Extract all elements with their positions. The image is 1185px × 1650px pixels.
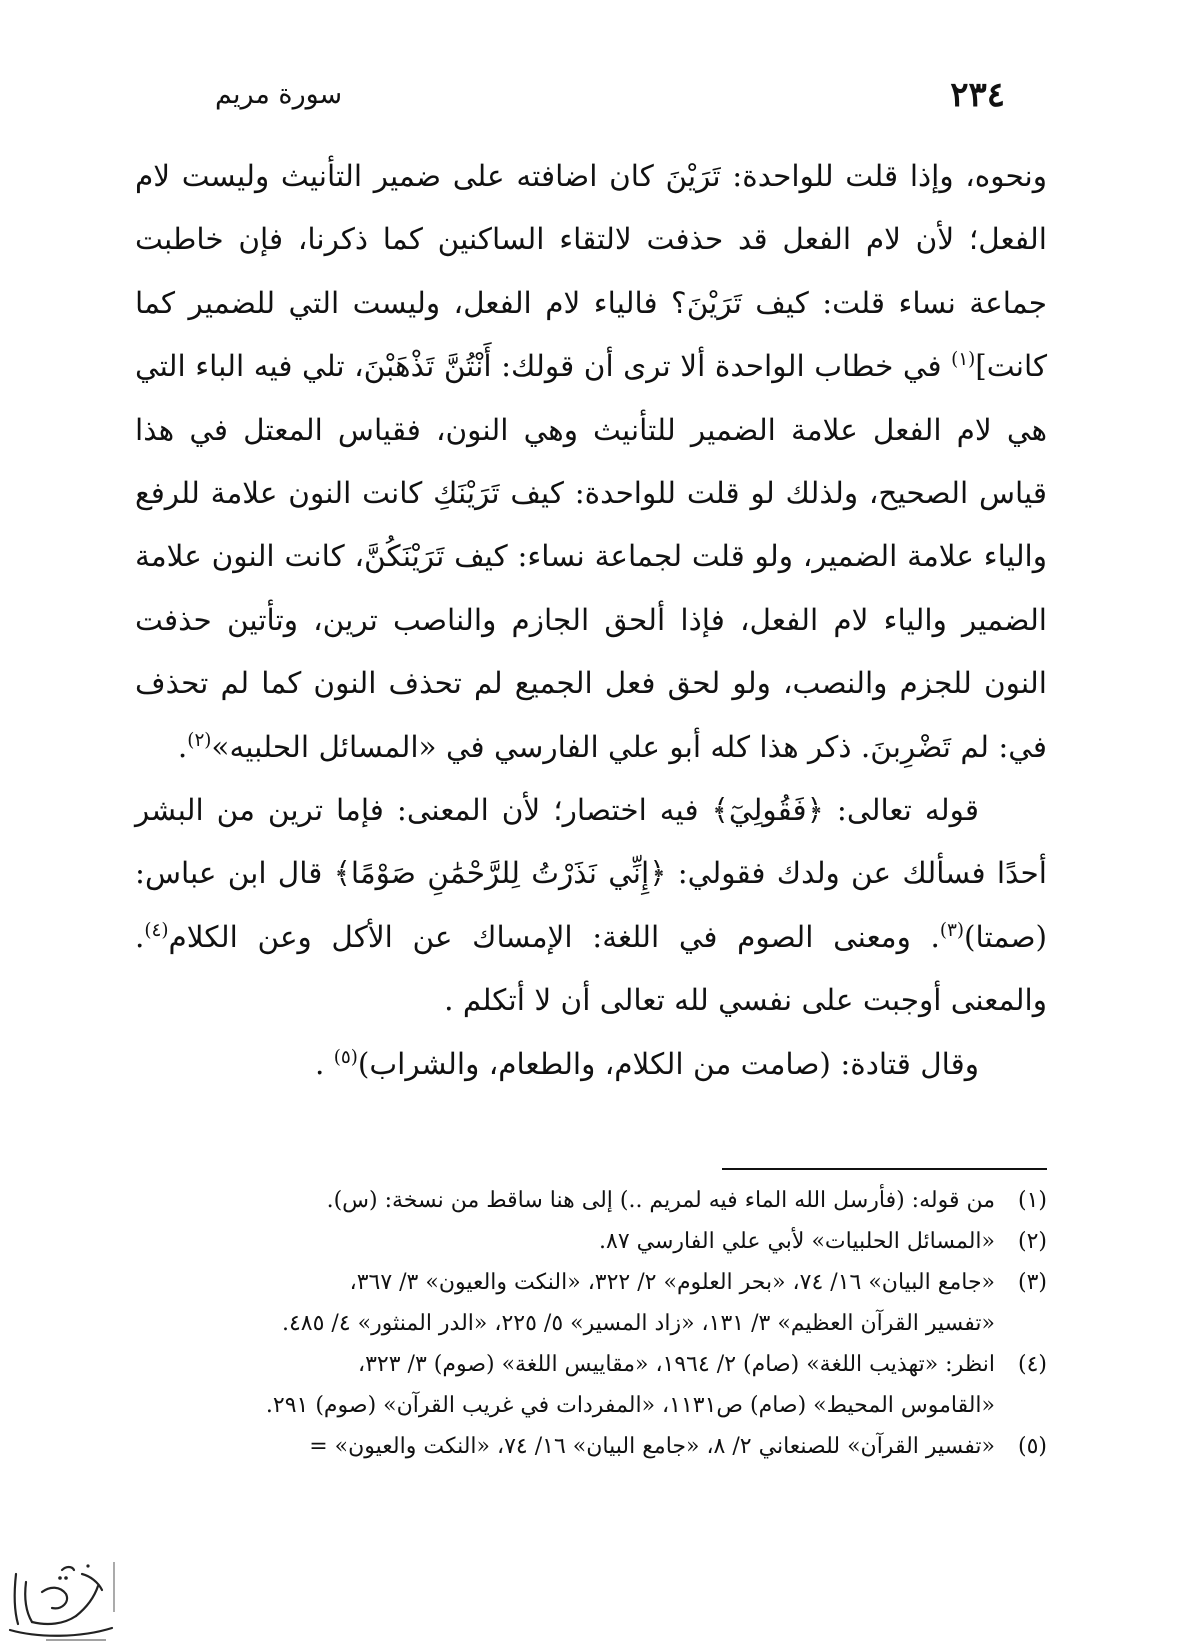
main-text	[135, 145, 1047, 1096]
footnote-number: (٤)	[1017, 1352, 1047, 1377]
footnote-3	[135, 1262, 1047, 1344]
footnote-ref-3[interactable]: (٣)	[939, 920, 964, 942]
paragraph-1: ونحوه، وإذا قلت للواحدة: تَرَيْنَ كان اضافته على ضمير التأنيث وليست لام الفعل؛ لأن لام الفعل قد حذفت لالتقاء الساكنين كما ذكرنا، فإن خاطبت جماعة نساء قلت: كيف تَرَيْنَ؟ فالياء لام الفعل، وليست التي للضمير كما كانت]$^{(١)}$ في خطاب الواحدة ألا ترى أن قولك: أَنْتُنَّ تَذْهَبْنَ، تلي فيه الباء التي هي لام الفعل علامة الضمير للتأنيث وهي النون، فقياس المعتل في هذا قياس الصحيح، ولذلك لو قلت للواحدة: كيف تَرَيْنَكِ كانت النون علامة للرفع والياء علامة الضمير، ولو قلت لجماعة نساء: كيف تَرَيْنَكُنَّ، كانت النون علامة الضمير والياء لام الفعل، فإذا ألحق الجازم والناصب ترين، وتأتين حذفت النون للجزم والنصب، ولو لحق فعل الجميع لم تحذف النون كما لم تحذف في: لم تَضْرِبنَ. ذكر هذا كله أبو علي الفارسي في «المسائل الحلبيه»$^{(٢)}$.	[135, 159, 1047, 764]
footnote-separator	[722, 1168, 1047, 1170]
footnote-number: (٣)	[1017, 1270, 1047, 1295]
page-header	[165, 70, 1005, 120]
paragraph-3: وقال قتادة: (صامت من الكلام، والطعام، والشراب)$^{(٥)}$ .	[314, 1046, 979, 1081]
footnotes	[135, 1180, 1047, 1467]
footnote-ref-2[interactable]: (٢)	[187, 729, 212, 751]
footnote-5	[135, 1426, 1047, 1467]
running-title: سورة مريم	[215, 79, 343, 110]
footnote-text: من قوله: (فأرسل الله الماء فيه لمريم ..) إلى هنا ساقط من نسخة: (س).	[326, 1188, 995, 1213]
page-number: ٢٣٤	[950, 75, 1005, 115]
footnote-text: انظر: «تهذيب اللغة» (صام) ٢/ ١٩٦٤، «مقاييس اللغة» (صوم) ٣/ ٣٢٣، «القاموس المحيط» (صام) ص١١٣١، «المفردات في غريب القرآن» (صوم) ٢٩١.	[265, 1352, 995, 1418]
footnote-number: (١)	[1017, 1188, 1047, 1213]
footnote-ref-5[interactable]: (٥)	[333, 1046, 358, 1068]
footnote-number: (٥)	[1017, 1434, 1047, 1459]
footnote-number: (٢)	[1017, 1229, 1047, 1254]
footnote-2	[135, 1221, 1047, 1262]
footnote-4	[135, 1344, 1047, 1426]
footnote-text: «جامع البيان» ١٦/ ٧٤، «بحر العلوم» ٢/ ٣٢٢، «النكت والعيون» ٣/ ٣٦٧، «تفسير القرآن العظيم» ٣/ ١٣١، «زاد المسير» ٥/ ٢٢٥، «الدر المنثور» ٤/ ٤٨٥.	[281, 1270, 995, 1336]
footnote-ref-1[interactable]: (١)	[951, 349, 976, 371]
footnote-ref-4[interactable]: (٤)	[144, 920, 169, 942]
footnote-text: «المسائل الحلبيات» لأبي علي الفارسي ٨٧.	[599, 1229, 995, 1254]
footnote-1	[135, 1180, 1047, 1221]
footnote-text: «تفسير القرآن» للصنعاني ٢/ ٨، «جامع البيان» ١٦/ ٧٤، «النكت والعيون» =	[309, 1434, 995, 1459]
paragraph-2: قوله تعالى: ﴿فَقُولِيٓ﴾ فيه اختصار؛ لأن المعنى: فإما ترين من البشر أحدًا فسألك عن ولدك فقولي: ﴿إِنِّي نَذَرْتُ لِلرَّحْمَٰنِ صَوْمًا﴾ قال ابن عباس: (صمتا)$^{(٣)}$. ومعنى الصوم في اللغة: الإمساك عن الأكل وعن الكلام$^{(٤)}$. والمعنى أوجبت على نفسي لله تعالى أن لا أتكلم .	[135, 793, 1047, 1018]
calligraphy-logo	[2, 1552, 120, 1644]
